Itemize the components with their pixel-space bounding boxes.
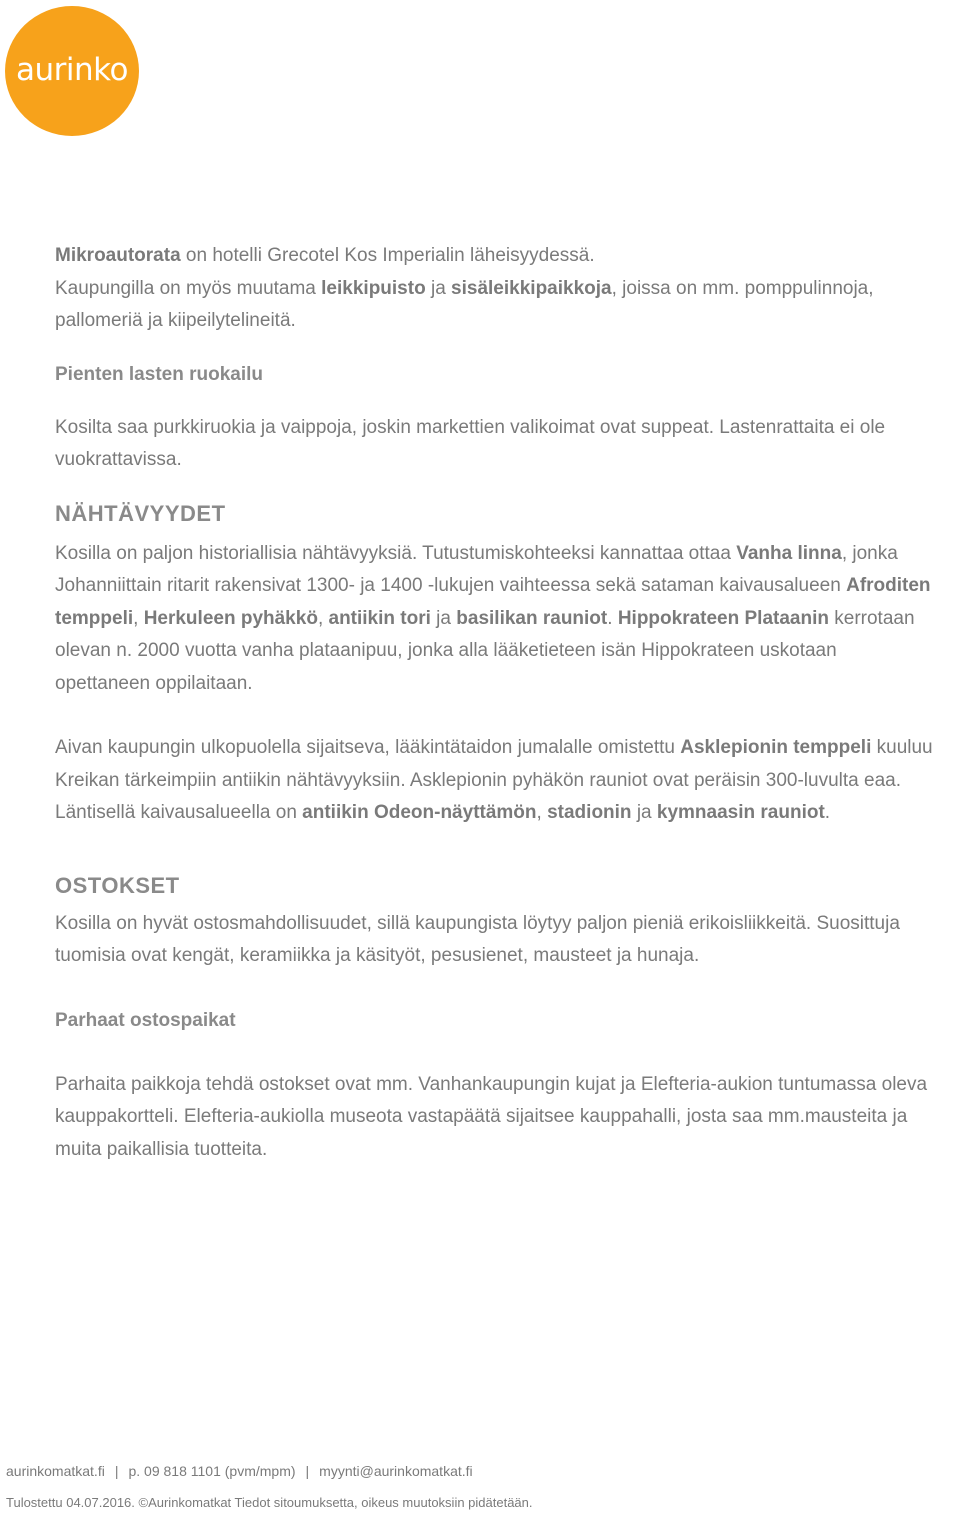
highlight-mikroautorata: Mikroautorata	[55, 245, 181, 266]
highlight-herkuleen-pyhakko: Herkuleen pyhäkkö	[143, 607, 318, 629]
footer-contact	[6, 1463, 473, 1479]
highlight-vanha-linna: Vanha linna	[736, 542, 842, 564]
text-span: , jonka Johanniittain ritarit rakensivat 1300- ja 1400 -lukujen vaihteessa sekä sataman kaivausalueen	[55, 542, 898, 596]
highlight-stadionin: stadionin	[547, 802, 632, 823]
text-span: ,	[536, 802, 548, 823]
paragraph-best-shops: Parhaita paikkoja tehdä ostokset ovat mm. Vanhankaupungin kujat ja Elefteria-aukion tuntumassa oleva kauppakortteli. Elefteria-aukiolla museota vastapäätä sijaitsee kauppahalli, josta saa mm.mausteita ja muita paikallisia tuotteita.	[55, 1073, 928, 1160]
highlight-hippokrateen-plataanin: Hippokrateen Plataanin	[617, 607, 829, 629]
text-span: ja	[425, 277, 452, 299]
logo-text: aurinko	[16, 51, 128, 88]
paragraph-sights	[55, 538, 935, 701]
footer-email-link[interactable]: myynti@aurinkomatkat.fi	[319, 1463, 473, 1479]
heading-parhaat-ostospaikat: Parhaat ostospaikat	[55, 1009, 236, 1031]
footer-separator: |	[305, 1463, 310, 1479]
text-span: .	[824, 802, 831, 823]
main-content	[55, 240, 935, 1166]
highlight-kymnaasin-rauniot: kymnaasin rauniot	[656, 802, 825, 823]
text-span: on hotelli Grecotel Kos Imperialin läheisyydessä.	[180, 245, 595, 266]
text-span: .	[607, 607, 618, 629]
highlight-sisaleikkipaikkoja: sisäleikkipaikkoja	[451, 277, 612, 299]
heading-nahtavyydet: NÄHTÄVYYDET	[55, 500, 226, 526]
highlight-basilikan-rauniot: basilikan rauniot	[456, 607, 608, 629]
text-span: kuuluu Kreikan tärkeimpiin antiikin nähtävyyksiin. Asklepionin pyhäkön rauniot ovat peräisin 300-luvulta eaa. Läntisellä kaivausalueella on	[55, 737, 933, 823]
footer-separator: |	[114, 1463, 119, 1479]
highlight-asklepionin-temppeli: Asklepionin temppeli	[680, 737, 872, 758]
text-span: , joissa on mm. pomppulinnoja, pallomeriä ja kiipeilytelineitä.	[55, 277, 874, 331]
heading-ostokset: OSTOKSET	[55, 872, 180, 898]
highlight-afroditen-temppeli: Afroditen temppeli	[55, 575, 931, 629]
text-span: ja	[430, 607, 457, 629]
paragraph-asklepion	[55, 732, 935, 830]
highlight-antiikin-tori: antiikin tori	[328, 607, 431, 629]
text-span: ja	[631, 802, 657, 823]
text-span: ,	[133, 607, 144, 629]
footer-print-note: Tulostettu 04.07.2016. ©Aurinkomatkat Tiedot sitoumuksetta, oikeus muutoksiin pidätetään.	[6, 1495, 533, 1510]
paragraph-shopping: Kosilla on hyvät ostosmahdollisuudet, sillä kaupungista löytyy paljon pieniä erikoisliikkeitä. Suosittuja tuomisia ovat kengät, keramiikka ja käsityöt, pesusienet, mausteet ja hunaja.	[55, 912, 900, 966]
footer-phone: p. 09 818 1101 (pvm/mpm)	[128, 1463, 296, 1479]
text-span: ,	[317, 607, 329, 629]
paragraph-food: Kosilta saa purkkiruokia ja vaippoja, joskin markettien valikoimat ovat suppeat. Lastenrattaita ei ole vuokrattavissa.	[55, 416, 886, 470]
text-span: kerrotaan olevan n. 2000 vuotta vanha plataanipuu, jonka alla lääketieteen isän Hippokrateen uskotaan opettaneen oppilaitaan.	[55, 607, 915, 694]
aurinko-logo	[5, 6, 139, 136]
highlight-odeon: antiikin Odeon-näyttämön	[302, 802, 537, 823]
text-span: Aivan kaupungin ulkopuolella sijaitseva, lääkintätaidon jumalalle omistettu	[55, 737, 681, 758]
highlight-leikkipuisto: leikkipuisto	[321, 277, 426, 299]
heading-pienten-lasten-ruokailu: Pienten lasten ruokailu	[55, 363, 263, 385]
text-span: Kosilla on paljon historiallisia nähtävyyksiä. Tutustumiskohteeksi kannattaa ottaa	[55, 542, 737, 564]
footer-site-link[interactable]: aurinkomatkat.fi	[6, 1463, 105, 1479]
text-span: Kaupungilla on myös muutama	[55, 277, 322, 299]
paragraph-activities	[55, 240, 935, 338]
